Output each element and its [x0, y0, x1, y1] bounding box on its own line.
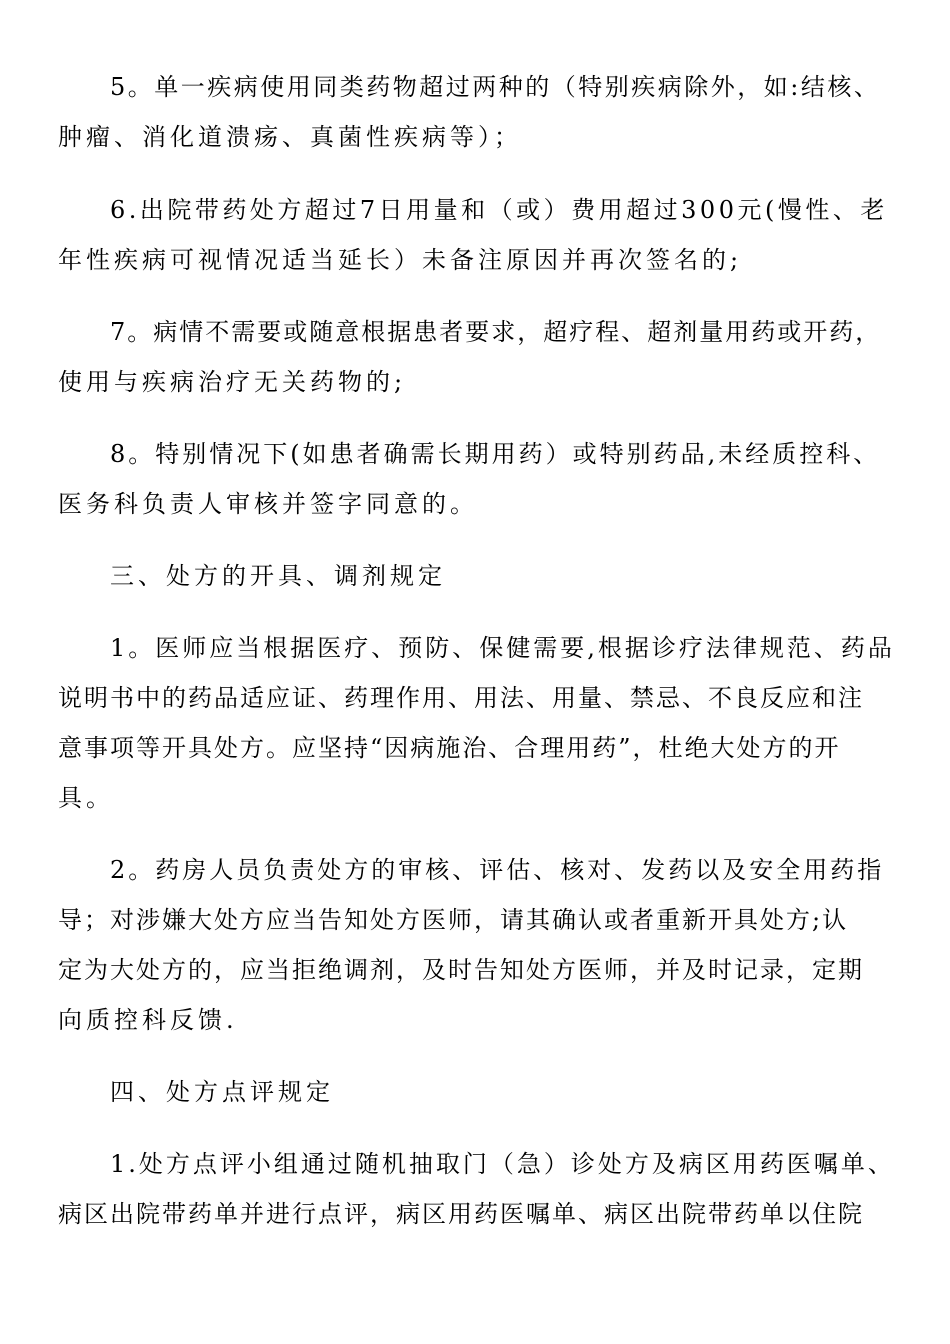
- paragraph-line: [0, 193, 950, 227]
- line-text: 说明书中的药品适应证、药理作用、用法、用量、禁忌、不良反应和注: [58, 684, 864, 712]
- line-text: 意事项等开具处方。应坚持“因病施治、合理用药”，杜绝大处方的开: [58, 734, 841, 762]
- paragraph-line: [0, 731, 950, 765]
- paragraph-line: [0, 1147, 950, 1181]
- paragraph-line: [0, 1197, 950, 1231]
- paragraph-line: [0, 631, 950, 665]
- line-text: 8。特别情况下(如患者确需长期用药）或特别药品,未经质控科、: [110, 440, 881, 468]
- paragraph-line: [0, 365, 950, 399]
- line-text: 病区出院带药单并进行点评，病区用药医嘱单、病区出院带药单以住院: [58, 1200, 864, 1228]
- paragraph-line: [0, 903, 950, 937]
- line-text: 使用与疾病治疗无关药物的;: [58, 368, 407, 396]
- line-text: 定为大处方的，应当拒绝调剂，及时告知处方医师，并及时记录，定期: [58, 956, 864, 984]
- paragraph-line: [0, 487, 950, 521]
- paragraph-line: [0, 681, 950, 715]
- paragraph-line: [0, 120, 950, 154]
- line-text: 2。药房人员负责处方的审核、评估、核对、发药以及安全用药指: [110, 856, 885, 884]
- line-text: 肿瘤、消化道溃疡、真菌性疾病等）；: [58, 123, 522, 151]
- heading-text: 三、处方的开具、调剂规定: [110, 562, 446, 590]
- line-text: 年性疾病可视情况适当延长）未备注原因并再次签名的;: [58, 246, 743, 274]
- paragraph-line: [0, 315, 950, 349]
- line-text: 6.出院带药处方超过7日用量和（或）费用超过300元(慢性、老: [110, 196, 888, 224]
- paragraph-line: [0, 243, 950, 277]
- line-text: 5。单一疾病使用同类药物超过两种的（特别疾病除外，如:结核、: [110, 73, 881, 101]
- section-heading: [0, 1075, 950, 1109]
- paragraph-line: [0, 1003, 950, 1037]
- line-text: 医务科负责人审核并签字同意的。: [58, 490, 478, 518]
- paragraph-line: [0, 953, 950, 987]
- section-heading: [0, 559, 950, 593]
- paragraph-line: [0, 781, 950, 815]
- paragraph-line: [0, 437, 950, 471]
- line-text: 1。医师应当根据医疗、预防、保健需要,根据诊疗法律规范、药品: [110, 634, 895, 662]
- line-text: 7。病情不需要或随意根据患者要求，超疗程、超剂量用药或开药，: [110, 318, 882, 346]
- line-text: 导；对涉嫌大处方应当告知处方医师，请其确认或者重新开具处方;认: [58, 906, 849, 934]
- heading-text: 四、处方点评规定: [110, 1078, 334, 1106]
- line-text: 1.处方点评小组通过随机抽取门（急）诊处方及病区用药医嘱单、: [110, 1150, 895, 1178]
- line-text: 向质控科反馈.: [58, 1006, 238, 1034]
- paragraph-line: [0, 853, 950, 887]
- line-text: 具。: [58, 784, 114, 812]
- paragraph-line: [0, 70, 950, 104]
